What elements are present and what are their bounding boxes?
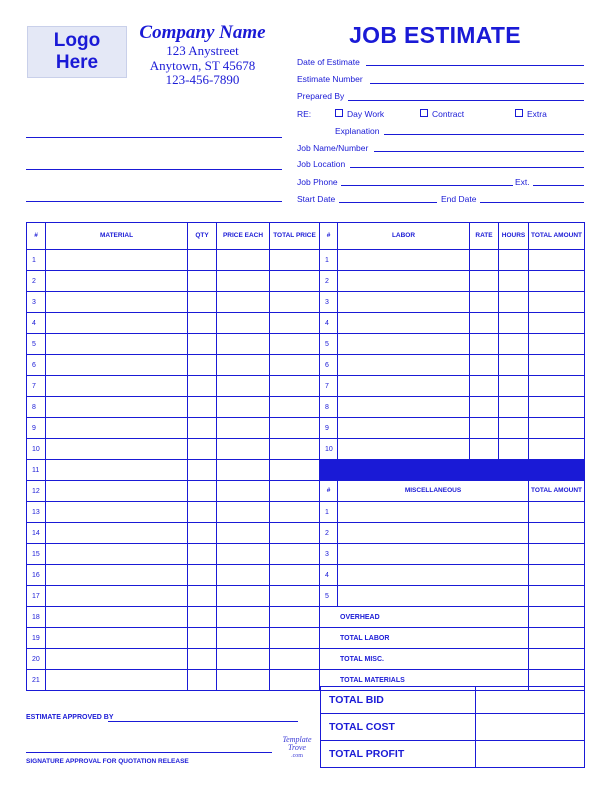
extra-label: Extra (527, 109, 547, 119)
hours-cell[interactable] (499, 292, 529, 313)
material-num-header: # (27, 223, 46, 250)
material-row-number: 8 (27, 397, 46, 418)
misc-row-number: 4 (320, 565, 338, 586)
labor-cell[interactable] (338, 397, 470, 418)
ext-field[interactable] (533, 185, 584, 186)
rate-cell[interactable] (470, 313, 499, 334)
total-cost-row (321, 714, 585, 741)
qty-cell[interactable] (188, 355, 217, 376)
table-row (27, 586, 585, 607)
labor-cell[interactable] (338, 376, 470, 397)
section-divider-bar (320, 460, 585, 481)
approved-by-label: ESTIMATE APPROVED BY (26, 714, 114, 721)
summary-value-cell[interactable] (529, 607, 585, 628)
total-price-cell[interactable] (270, 523, 320, 544)
rate-cell[interactable] (470, 292, 499, 313)
day-work-label: Day Work (347, 109, 385, 119)
day-work-option[interactable] (335, 109, 384, 119)
price-each-cell[interactable] (217, 628, 270, 649)
qty-header: QTY (188, 223, 217, 250)
qty-cell[interactable] (188, 376, 217, 397)
qty-cell[interactable] (188, 607, 217, 628)
rate-cell[interactable] (470, 355, 499, 376)
misc-total-cell[interactable] (529, 544, 585, 565)
total-price-cell[interactable] (270, 670, 320, 691)
summary-value-cell[interactable] (529, 628, 585, 649)
date-field[interactable] (366, 65, 584, 66)
total-cost-value[interactable] (476, 714, 585, 741)
price-each-cell[interactable] (217, 250, 270, 271)
price-each-cell[interactable] (217, 334, 270, 355)
material-row-number: 6 (27, 355, 46, 376)
qty-cell[interactable] (188, 649, 217, 670)
labor-cell[interactable] (338, 439, 470, 460)
total-price-cell[interactable] (270, 271, 320, 292)
table-row (27, 481, 585, 502)
price-each-cell[interactable] (217, 544, 270, 565)
total-price-cell[interactable] (270, 502, 320, 523)
table-row (27, 271, 585, 292)
qty-cell[interactable] (188, 586, 217, 607)
price-each-cell[interactable] (217, 523, 270, 544)
material-cell[interactable] (46, 397, 188, 418)
logo-line-1: Logo (53, 30, 101, 51)
hours-cell[interactable] (499, 418, 529, 439)
labor-row-number: 7 (320, 376, 338, 397)
grid-header-row (27, 223, 585, 250)
material-cell[interactable] (46, 649, 188, 670)
brand-line-1: Template (282, 735, 312, 744)
address-line-1[interactable] (26, 137, 282, 138)
material-row-number: 19 (27, 628, 46, 649)
labor-total-cell[interactable] (529, 397, 585, 418)
extra-checkbox[interactable] (515, 109, 523, 117)
rate-cell[interactable] (470, 334, 499, 355)
rate-cell[interactable] (470, 397, 499, 418)
labor-total-cell[interactable] (529, 292, 585, 313)
price-each-cell[interactable] (217, 607, 270, 628)
table-row (27, 313, 585, 334)
logo-line-2: Here (55, 52, 99, 73)
labor-total-cell[interactable] (529, 313, 585, 334)
job-location-field[interactable] (350, 167, 584, 168)
labor-cell[interactable] (338, 250, 470, 271)
company-name: Company Name (139, 22, 266, 43)
table-row (27, 649, 585, 670)
misc-row-number: 1 (320, 502, 338, 523)
extra-option[interactable] (515, 109, 547, 119)
total-price-cell[interactable] (270, 649, 320, 670)
hours-cell[interactable] (499, 439, 529, 460)
material-cell[interactable] (46, 292, 188, 313)
total-bid-value[interactable] (476, 687, 585, 714)
signature-label: SIGNATURE APPROVAL FOR QUOTATION RELEASE (26, 758, 189, 765)
material-cell[interactable] (46, 355, 188, 376)
qty-cell[interactable] (188, 670, 217, 691)
total-price-cell[interactable] (270, 376, 320, 397)
labor-total-cell[interactable] (529, 355, 585, 376)
labor-total-cell[interactable] (529, 376, 585, 397)
total-price-cell[interactable] (270, 565, 320, 586)
table-row (27, 334, 585, 355)
material-row-number: 21 (27, 670, 46, 691)
price-each-cell[interactable] (217, 376, 270, 397)
material-row-number: 17 (27, 586, 46, 607)
qty-cell[interactable] (188, 292, 217, 313)
job-name-field[interactable] (374, 151, 584, 152)
hours-header: HOURS (499, 223, 529, 250)
re-label: RE: (297, 109, 312, 119)
page-title: JOB ESTIMATE (349, 22, 521, 48)
labor-cell[interactable] (338, 313, 470, 334)
labor-row-number: 9 (320, 418, 338, 439)
total-price-cell[interactable] (270, 481, 320, 502)
labor-total-cell[interactable] (529, 334, 585, 355)
total-price-cell[interactable] (270, 250, 320, 271)
day-work-checkbox[interactable] (335, 109, 343, 117)
material-row-number: 1 (27, 250, 46, 271)
total-price-cell[interactable] (270, 607, 320, 628)
labor-total-cell[interactable] (529, 271, 585, 292)
price-each-cell[interactable] (217, 481, 270, 502)
price-each-cell[interactable] (217, 670, 270, 691)
qty-cell[interactable] (188, 250, 217, 271)
total-price-cell[interactable] (270, 334, 320, 355)
labor-row-number: 4 (320, 313, 338, 334)
estimate-number-field[interactable] (370, 83, 584, 84)
labor-total-cell[interactable] (529, 418, 585, 439)
company-block (130, 22, 275, 88)
rate-cell[interactable] (470, 439, 499, 460)
price-each-cell[interactable] (217, 439, 270, 460)
misc-row-number: 2 (320, 523, 338, 544)
brand-line-2: Trove (288, 743, 306, 752)
address-line-2[interactable] (26, 169, 282, 170)
qty-cell[interactable] (188, 544, 217, 565)
misc-num-header: # (320, 481, 338, 502)
misc-total-cell[interactable] (529, 502, 585, 523)
material-row-number: 20 (27, 649, 46, 670)
material-row-number: 3 (27, 292, 46, 313)
explanation-label: Explanation (335, 126, 380, 136)
logo-placeholder (27, 26, 127, 78)
labor-row-number: 5 (320, 334, 338, 355)
material-cell[interactable] (46, 565, 188, 586)
price-each-cell[interactable] (217, 460, 270, 481)
table-row (27, 355, 585, 376)
total-price-cell[interactable] (270, 397, 320, 418)
labor-cell[interactable] (338, 292, 470, 313)
signature-field[interactable] (26, 752, 272, 753)
contract-option[interactable] (420, 109, 464, 119)
company-street: 123 Anystreet (166, 43, 239, 58)
summary-label: TOTAL MISC. (320, 649, 529, 670)
qty-cell[interactable] (188, 460, 217, 481)
address-line-3[interactable] (26, 201, 282, 202)
qty-cell[interactable] (188, 418, 217, 439)
total-price-header: TOTAL PRICE (270, 223, 320, 250)
misc-total-amount-header: TOTAL AMOUNT (529, 481, 585, 502)
totals-table (320, 686, 585, 768)
price-each-cell[interactable] (217, 292, 270, 313)
qty-cell[interactable] (188, 397, 217, 418)
date-label: Date of Estimate (297, 57, 360, 67)
material-row-number: 5 (27, 334, 46, 355)
material-header: MATERIAL (46, 223, 188, 250)
rate-cell[interactable] (470, 250, 499, 271)
price-each-cell[interactable] (217, 502, 270, 523)
table-row (27, 439, 585, 460)
price-each-cell[interactable] (217, 313, 270, 334)
table-row (27, 565, 585, 586)
total-price-cell[interactable] (270, 460, 320, 481)
labor-cell[interactable] (338, 418, 470, 439)
labor-cell[interactable] (338, 271, 470, 292)
total-price-cell[interactable] (270, 628, 320, 649)
labor-row-number: 1 (320, 250, 338, 271)
labor-row-number: 10 (320, 439, 338, 460)
labor-total-cell[interactable] (529, 439, 585, 460)
material-row-number: 12 (27, 481, 46, 502)
material-row-number: 15 (27, 544, 46, 565)
labor-header: LABOR (338, 223, 470, 250)
hours-cell[interactable] (499, 313, 529, 334)
misc-total-cell[interactable] (529, 586, 585, 607)
price-each-cell[interactable] (217, 397, 270, 418)
labor-total-cell[interactable] (529, 250, 585, 271)
misc-total-cell[interactable] (529, 565, 585, 586)
price-each-cell[interactable] (217, 355, 270, 376)
labor-row-number: 6 (320, 355, 338, 376)
misc-cell[interactable] (338, 523, 529, 544)
prepared-by-field[interactable] (348, 100, 584, 101)
summary-value-cell[interactable] (529, 649, 585, 670)
qty-cell[interactable] (188, 313, 217, 334)
labor-cell[interactable] (338, 355, 470, 376)
explanation-field[interactable] (384, 134, 584, 135)
material-cell[interactable] (46, 523, 188, 544)
estimate-grid (26, 222, 585, 691)
misc-cell[interactable] (338, 565, 529, 586)
job-phone-label: Job Phone (297, 177, 338, 187)
material-row-number: 11 (27, 460, 46, 481)
total-price-cell[interactable] (270, 355, 320, 376)
price-each-cell[interactable] (217, 418, 270, 439)
company-city: Anytown, ST 45678 (149, 57, 256, 73)
labor-row-number: 8 (320, 397, 338, 418)
total-price-cell[interactable] (270, 292, 320, 313)
misc-total-cell[interactable] (529, 523, 585, 544)
price-each-cell[interactable] (217, 271, 270, 292)
end-date-field[interactable] (480, 202, 584, 203)
price-each-cell[interactable] (217, 565, 270, 586)
material-cell[interactable] (46, 376, 188, 397)
total-profit-label: TOTAL PROFIT (321, 741, 476, 768)
qty-cell[interactable] (188, 271, 217, 292)
job-phone-field[interactable] (341, 185, 513, 186)
table-row (27, 376, 585, 397)
total-bid-label: TOTAL BID (321, 687, 476, 714)
material-cell[interactable] (46, 628, 188, 649)
table-row (27, 607, 585, 628)
job-name-label: Job Name/Number (297, 143, 369, 153)
material-row-number: 16 (27, 565, 46, 586)
misc-row-number: 5 (320, 586, 338, 607)
misc-cell[interactable] (338, 502, 529, 523)
misc-cell[interactable] (338, 586, 529, 607)
company-phone: 123-456-7890 (165, 72, 240, 87)
qty-cell[interactable] (188, 481, 217, 502)
summary-label: TOTAL LABOR (320, 628, 529, 649)
material-cell[interactable] (46, 481, 188, 502)
material-cell[interactable] (46, 250, 188, 271)
rate-cell[interactable] (470, 418, 499, 439)
rate-cell[interactable] (470, 271, 499, 292)
total-price-cell[interactable] (270, 418, 320, 439)
start-date-label: Start Date (297, 194, 336, 204)
misc-cell[interactable] (338, 544, 529, 565)
total-price-cell[interactable] (270, 586, 320, 607)
material-cell[interactable] (46, 460, 188, 481)
table-row (27, 628, 585, 649)
total-profit-row (321, 741, 585, 768)
material-row-number: 7 (27, 376, 46, 397)
material-cell[interactable] (46, 670, 188, 691)
hours-cell[interactable] (499, 355, 529, 376)
contract-label: Contract (432, 109, 465, 119)
qty-cell[interactable] (188, 502, 217, 523)
labor-cell[interactable] (338, 334, 470, 355)
material-row-number: 4 (27, 313, 46, 334)
qty-cell[interactable] (188, 439, 217, 460)
start-date-field[interactable] (339, 202, 437, 203)
prepared-by-label: Prepared By (297, 91, 345, 101)
table-row (27, 292, 585, 313)
material-cell[interactable] (46, 271, 188, 292)
brand-line-3: .com (291, 753, 303, 759)
table-row (27, 523, 585, 544)
labor-total-amount-header: TOTAL AMOUNT (529, 223, 585, 250)
rate-cell[interactable] (470, 376, 499, 397)
hours-cell[interactable] (499, 334, 529, 355)
material-row-number: 13 (27, 502, 46, 523)
qty-cell[interactable] (188, 334, 217, 355)
ext-label: Ext. (515, 177, 530, 187)
hours-cell[interactable] (499, 397, 529, 418)
total-price-cell[interactable] (270, 439, 320, 460)
misc-header: MISCELLANEOUS (338, 481, 529, 502)
material-row-number: 10 (27, 439, 46, 460)
summary-label: TOTAL MATERIALS (320, 670, 529, 691)
total-profit-value[interactable] (476, 741, 585, 768)
price-each-header: PRICE EACH (217, 223, 270, 250)
table-row (27, 502, 585, 523)
material-row-number: 14 (27, 523, 46, 544)
table-row (27, 418, 585, 439)
rate-header: RATE (470, 223, 499, 250)
labor-row-number: 3 (320, 292, 338, 313)
material-row-number: 18 (27, 607, 46, 628)
misc-row-number: 3 (320, 544, 338, 565)
price-each-cell[interactable] (217, 586, 270, 607)
material-cell[interactable] (46, 313, 188, 334)
total-cost-label: TOTAL COST (321, 714, 476, 741)
table-row (27, 250, 585, 271)
summary-label: OVERHEAD (320, 607, 529, 628)
table-row (27, 397, 585, 418)
total-price-cell[interactable] (270, 544, 320, 565)
hours-cell[interactable] (499, 250, 529, 271)
qty-cell[interactable] (188, 523, 217, 544)
labor-num-header: # (320, 223, 338, 250)
material-cell[interactable] (46, 418, 188, 439)
qty-cell[interactable] (188, 628, 217, 649)
contract-checkbox[interactable] (420, 109, 428, 117)
table-row (27, 460, 585, 481)
material-row-number: 9 (27, 418, 46, 439)
material-cell[interactable] (46, 586, 188, 607)
end-date-label: End Date (441, 194, 477, 204)
material-cell[interactable] (46, 607, 188, 628)
job-location-label: Job Location (297, 159, 346, 169)
table-row (27, 544, 585, 565)
approved-by-field[interactable] (108, 721, 298, 722)
material-row-number: 2 (27, 271, 46, 292)
total-bid-row (321, 687, 585, 714)
material-cell[interactable] (46, 502, 188, 523)
qty-cell[interactable] (188, 565, 217, 586)
hours-cell[interactable] (499, 376, 529, 397)
material-cell[interactable] (46, 439, 188, 460)
price-each-cell[interactable] (217, 649, 270, 670)
brand-logo (278, 736, 316, 760)
hours-cell[interactable] (499, 271, 529, 292)
material-cell[interactable] (46, 544, 188, 565)
estimate-number-label: Estimate Number (297, 74, 363, 84)
labor-row-number: 2 (320, 271, 338, 292)
material-cell[interactable] (46, 334, 188, 355)
total-price-cell[interactable] (270, 313, 320, 334)
